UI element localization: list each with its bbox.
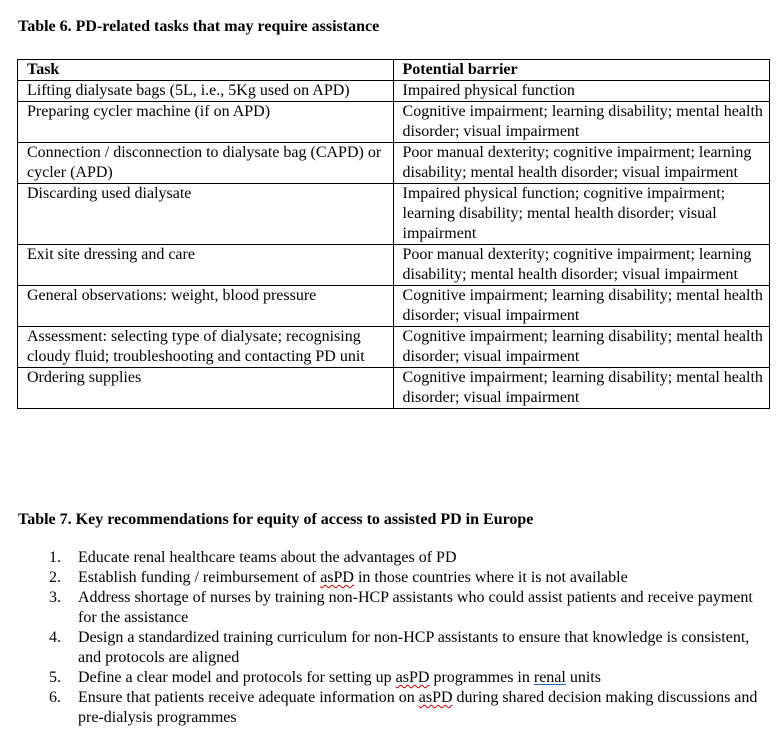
list-item (0, 628, 777, 668)
barrier-cell: Cognitive impairment; learning disability; mental health disorder; visual impairment (393, 286, 769, 327)
task-cell: General observations: weight, blood pressure (18, 286, 394, 327)
task-cell: Exit site dressing and care (18, 245, 394, 286)
list-item-number: 6. (49, 689, 61, 706)
barrier-cell: Poor manual dexterity; cognitive impairment; learning disability; mental health disorder; visual impairment (393, 143, 769, 184)
table-row (18, 327, 770, 368)
spellcheck-marked-word: asPD (395, 669, 430, 686)
list-item-number: 3. (49, 589, 61, 606)
table-row (18, 81, 770, 102)
list-item-text: Ensure that patients receive adequate information on (78, 689, 419, 706)
list-item (0, 548, 777, 568)
list-item-text: Address shortage of nurses by training non-HCP assistants who could assist patients and receive payment for the assistance (78, 589, 753, 626)
list-item (0, 568, 777, 588)
table-6-caption: Table 6. PD-related tasks that may require assistance (18, 18, 380, 35)
barrier-cell: Cognitive impairment; learning disability; mental health disorder; visual impairment (393, 102, 769, 143)
spellcheck-marked-word: asPD (320, 569, 354, 586)
column-header-task: Task (18, 60, 394, 81)
list-item-number: 1. (49, 549, 61, 566)
spellcheck-marked-word: asPD (418, 689, 453, 706)
barrier-cell: Cognitive impairment; learning disability; mental health disorder; visual impairment (393, 368, 769, 409)
table-row (18, 368, 770, 409)
barrier-cell: Impaired physical function (393, 81, 769, 102)
table-row (18, 102, 770, 143)
list-item-text: during shared decision making discussions and pre-dialysis programmes (78, 689, 758, 726)
barrier-cell: Poor manual dexterity; cognitive impairment; learning disability; mental health disorder; visual impairment (393, 245, 769, 286)
task-cell: Ordering supplies (18, 368, 394, 409)
barrier-cell: Impaired physical function; cognitive impairment; learning disability; mental health disorder; visual impairment (393, 184, 769, 245)
column-header-potential-barrier: Potential barrier (393, 60, 769, 81)
table-header-row (18, 60, 770, 81)
list-item-text: in those countries where it is not available (353, 569, 628, 586)
list-item-text: programmes in (429, 669, 534, 686)
barrier-cell: Cognitive impairment; learning disability; mental health disorder; visual impairment (393, 327, 769, 368)
table-7-caption: Table 7. Key recommendations for equity of access to assisted PD in Europe (18, 511, 534, 528)
table-row (18, 143, 770, 184)
list-item-number: 4. (49, 629, 61, 646)
pd-tasks-table (17, 59, 770, 409)
recommendations-list (0, 548, 777, 728)
list-item-text: Educate renal healthcare teams about the advantages of PD (78, 549, 457, 566)
task-cell: Preparing cycler machine (if on APD) (18, 102, 394, 143)
task-cell: Assessment: selecting type of dialysate; recognising cloudy fluid; troubleshooting and contacting PD unit (18, 327, 394, 368)
list-item-text: Define a clear model and protocols for setting up (78, 669, 396, 686)
table-row (18, 245, 770, 286)
task-cell: Connection / disconnection to dialysate bag (CAPD) or cycler (APD) (18, 143, 394, 184)
task-cell: Discarding used dialysate (18, 184, 394, 245)
list-item-text: Design a standardized training curriculum for non-HCP assistants to ensure that knowledge is consistent, and protocols are aligned (78, 629, 750, 666)
list-item-number: 2. (49, 569, 61, 586)
list-item-text: Establish funding / reimbursement of (78, 569, 321, 586)
list-item-number: 5. (49, 669, 61, 686)
list-item (0, 588, 777, 628)
task-cell: Lifting dialysate bags (5L, i.e., 5Kg used on APD) (18, 81, 394, 102)
list-item (0, 688, 777, 728)
spellcheck-marked-word: renal (533, 669, 566, 686)
list-item-text: units (565, 669, 601, 686)
table-row (18, 286, 770, 327)
list-item (0, 668, 777, 688)
table-row (18, 184, 770, 245)
